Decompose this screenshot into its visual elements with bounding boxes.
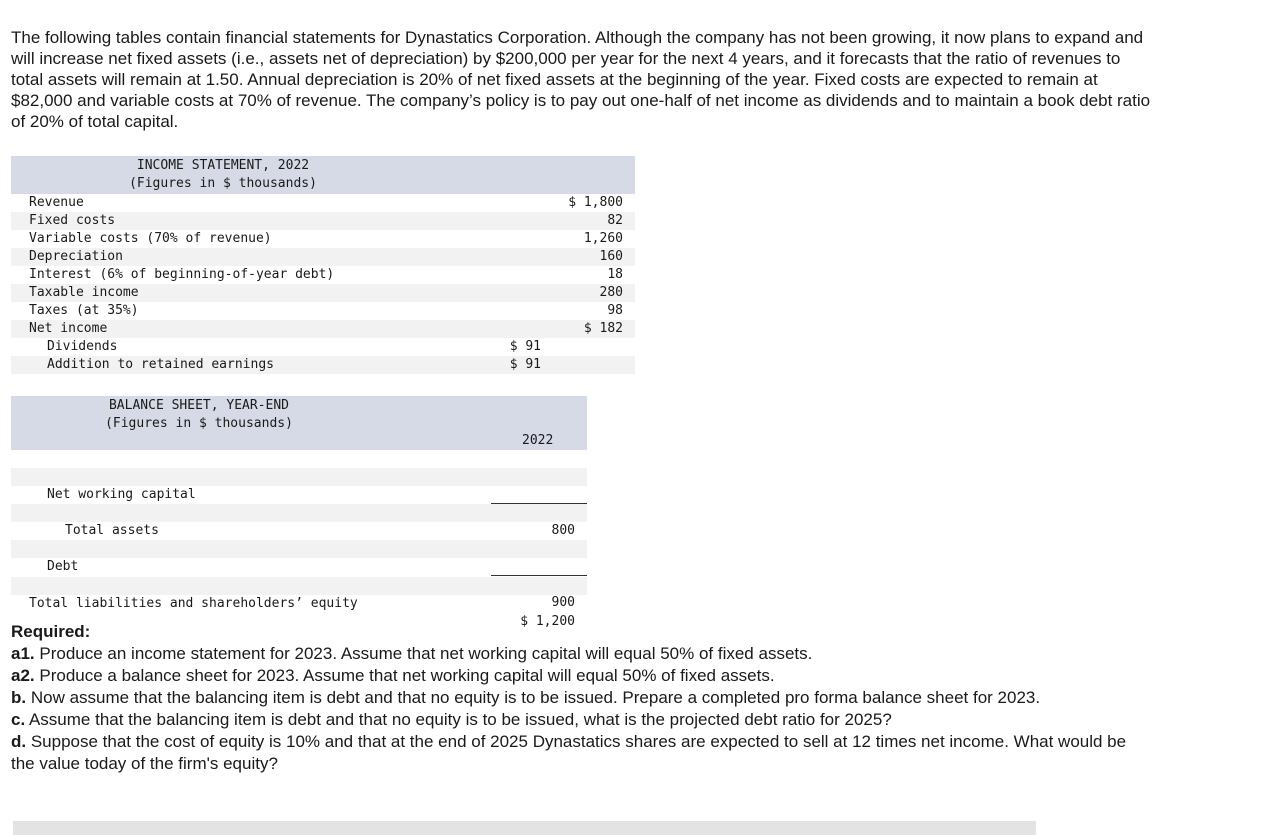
debt-label: Debt bbox=[47, 559, 79, 574]
required-item-text: Produce an income statement for 2023. Assume that net working capital will equal 50% of fixed assets. bbox=[34, 644, 813, 663]
required-item-text: Produce a balance sheet for 2023. Assume that net working capital will equal 50% of fixed assets. bbox=[34, 666, 775, 685]
equity-underline bbox=[491, 575, 587, 576]
income-row-value: 82 bbox=[607, 213, 623, 228]
required-item bbox=[11, 709, 1131, 731]
income-row-label: Taxes (at 35%) bbox=[29, 303, 139, 318]
required-item-key: b. bbox=[11, 688, 27, 707]
required-item bbox=[11, 687, 1131, 709]
income-row-label: Net income bbox=[29, 321, 108, 336]
income-row-label: Revenue bbox=[29, 195, 84, 210]
required-item bbox=[11, 731, 1131, 775]
balance-year: 2022 bbox=[522, 433, 554, 448]
required-item bbox=[11, 665, 1131, 687]
tl-value: $ 1,200 bbox=[520, 614, 575, 629]
income-sub-label: Dividends bbox=[47, 339, 118, 354]
income-row bbox=[11, 248, 635, 266]
income-row-value: 160 bbox=[599, 249, 623, 264]
required-item-text: Assume that the balancing item is debt and that no equity is to be issued, what is the projected debt ratio for 2025? bbox=[25, 710, 892, 729]
income-row bbox=[11, 212, 635, 230]
required-item-text: Now assume that the balancing item is debt and that no equity is to be issued. Prepare a completed pro forma balance sheet for 2023. bbox=[26, 688, 1041, 707]
answer-area-bar bbox=[13, 821, 1036, 835]
nwc-label: Net working capital bbox=[47, 487, 196, 502]
income-row bbox=[11, 194, 635, 212]
required-item-key: a2. bbox=[11, 666, 35, 685]
tl-label: Total liabilities and shareholders’ equity bbox=[29, 596, 358, 611]
income-title: INCOME STATEMENT, 2022 bbox=[136, 158, 310, 173]
income-row-value: 18 bbox=[607, 267, 623, 282]
income-sub-label: Addition to retained earnings bbox=[47, 357, 274, 372]
debt-row bbox=[11, 540, 587, 574]
income-row bbox=[11, 230, 635, 248]
income-sub-row bbox=[11, 338, 635, 356]
income-sub-row bbox=[11, 356, 635, 374]
fa-value: 800 bbox=[551, 523, 575, 538]
income-row-value: 98 bbox=[607, 303, 623, 318]
required-section bbox=[11, 621, 1131, 775]
required-item-key: c. bbox=[11, 710, 26, 729]
income-row bbox=[11, 320, 635, 338]
income-row bbox=[11, 284, 635, 302]
income-sub-value: $ 91 bbox=[509, 339, 541, 354]
income-statement-table bbox=[11, 156, 635, 372]
required-item bbox=[11, 643, 1131, 665]
income-row-label: Interest (6% of beginning-of-year debt) bbox=[29, 267, 335, 282]
income-row-label: Fixed costs bbox=[29, 213, 116, 228]
income-sub-value: $ 91 bbox=[509, 357, 541, 372]
balance-subtitle: (Figures in $ thousands) bbox=[105, 416, 293, 431]
income-row-label: Variable costs (70% of revenue) bbox=[29, 231, 272, 246]
nwc-row bbox=[11, 468, 587, 502]
problem-intro: The following tables contain financial statements for Dynastatics Corporation. Although the company has not been growing, it now plans to expand and will increase net fixed assets (i.e., assets net of depreciation) by $200,000 per year for the next 4 years, and it forecasts that the ratio of revenues to total assets will remain at 1.50. Annual depreciation is 20% of net fixed assets at the beginning of the year. Fixed costs are expected to remain at $82,000 and variable costs at 70% of revenue. The company’s policy is to pay out one-half of net income as dividends and to maintain a book debt ratio of 20% of total capital. bbox=[11, 28, 1151, 131]
balance-header bbox=[11, 396, 587, 450]
equity-value: 900 bbox=[551, 595, 575, 610]
income-row-label: Depreciation bbox=[29, 249, 123, 264]
ta-label: Total assets bbox=[65, 523, 159, 538]
income-row-value: 1,260 bbox=[583, 231, 623, 246]
income-row-label: Taxable income bbox=[29, 285, 139, 300]
income-row-value: 280 bbox=[599, 285, 623, 300]
income-row bbox=[11, 266, 635, 284]
income-row-value: $ 182 bbox=[583, 321, 623, 336]
income-row-value: $ 1,800 bbox=[568, 195, 623, 210]
income-row bbox=[11, 302, 635, 320]
required-item-key: a1. bbox=[11, 644, 35, 663]
balance-title: BALANCE SHEET, YEAR-END bbox=[108, 398, 289, 413]
balance-sheet-table bbox=[11, 396, 587, 629]
required-item-key: d. bbox=[11, 732, 27, 751]
required-item-text: Suppose that the cost of equity is 10% and that at the end of 2025 Dynastatics shares are expected to sell at 12 times net income. What would be the value today of the firm's equity? bbox=[11, 732, 1127, 773]
assets-row bbox=[11, 450, 587, 468]
liab-row bbox=[11, 522, 587, 540]
required-heading: Required: bbox=[11, 622, 91, 641]
income-header bbox=[11, 156, 635, 194]
income-subtitle: (Figures in $ thousands) bbox=[129, 176, 317, 191]
